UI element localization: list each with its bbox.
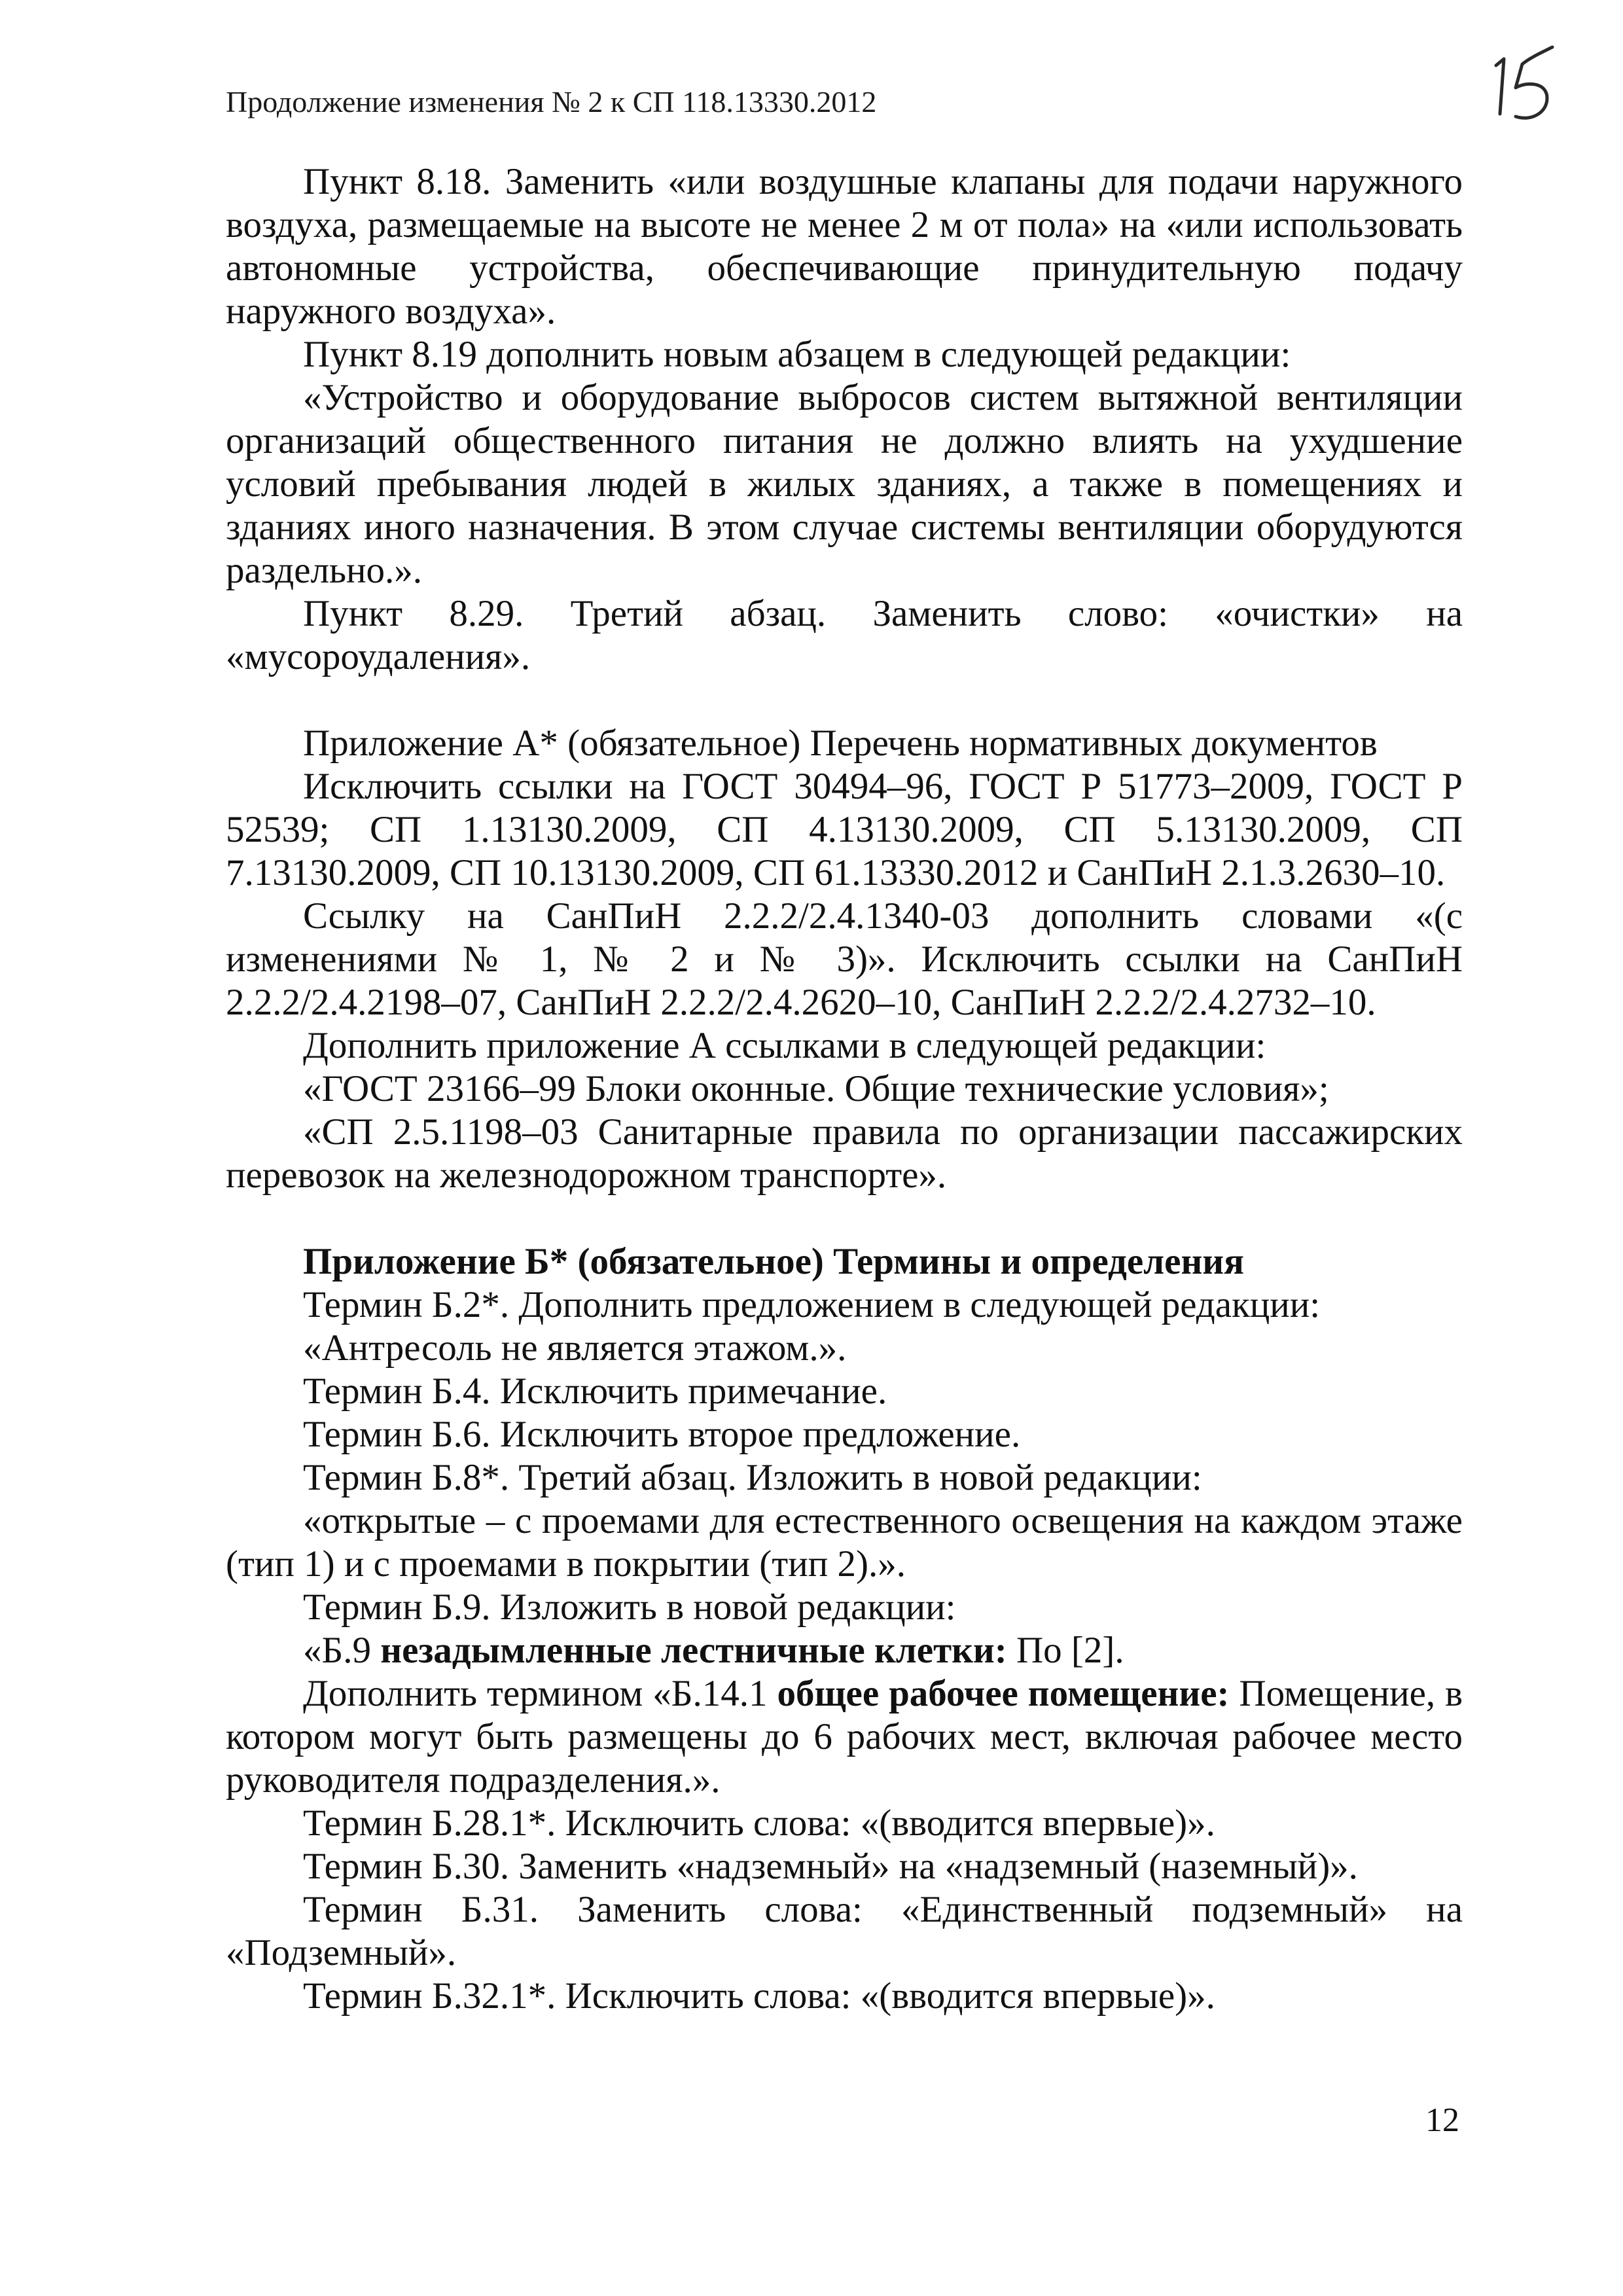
term-b8: Термин Б.8*. Третий абзац. Изложить в новой редакции:	[303, 1457, 1202, 1498]
appendix-a-title: Приложение А* (обязательное) Перечень нормативных документов	[303, 723, 1378, 764]
appendix-a-add: Дополнить приложение А ссылками в следующей редакции:	[303, 1025, 1266, 1066]
paragraph-8-19: Пункт 8.19 дополнить новым абзацем в следующей редакции:	[303, 334, 1291, 375]
term-b9-bold: незадымленные лестничные клетки:	[380, 1630, 1007, 1671]
term-b9: Термин Б.9. Изложить в новой редакции:	[303, 1587, 956, 1628]
term-b14-1-suffix: Помещение, в котором могут быть размещены до 6 рабочих мест, включая рабочее место руководителя подразделения.».	[226, 1673, 1463, 1801]
appendix-a-sp-ref: «СП 2.5.1198–03 Санитарные правила по организации пассажирских перевозок на железнодорожном транспорте».	[226, 1111, 1463, 1196]
page-number: 12	[1425, 2102, 1459, 2139]
term-b6: Термин Б.6. Исключить второе предложение.	[303, 1414, 1021, 1455]
document-body	[226, 160, 1463, 2018]
term-b28-1: Термин Б.28.1*. Исключить слова: «(вводится впервые)».	[303, 1803, 1215, 1844]
term-b14-1-bold: общее рабочее помещение:	[777, 1673, 1230, 1714]
term-b14-1	[226, 1672, 1463, 1802]
term-b2-quote: «Антресоль не является этажом.».	[303, 1327, 847, 1369]
term-b32-1: Термин Б.32.1*. Исключить слова: «(вводится впервые)».	[303, 1975, 1215, 2017]
appendix-b-heading: Приложение Б* (обязательное) Термины и определения	[303, 1241, 1244, 1282]
term-b14-1-prefix: Дополнить термином «Б.14.1	[303, 1673, 777, 1714]
appendix-a-sanpin: Ссылку на СанПиН 2.2.2/2.4.1340-03 дополнить словами «(с изменениями № 1, № 2 и № 3)». Исключить ссылки на СанПиН 2.2.2/2.4.2198–07, СанПиН 2.2.2/2.4.2620–10, СанПиН 2.2.2/2.4.2732–10.	[226, 895, 1463, 1023]
paragraph-8-19-quote: «Устройство и оборудование выбросов систем вытяжной вентиляции организаций общественного питания не должно влиять на ухудшение условий пребывания людей в жилых зданиях, а также в помещениях и зданиях иного назначения. В этом случае системы вентиляции оборудуются раздельно.».	[226, 377, 1463, 591]
term-b4: Термин Б.4. Исключить примечание.	[303, 1371, 887, 1412]
handwritten-page-number	[1484, 41, 1563, 126]
term-b9-suffix: По [2].	[1007, 1630, 1124, 1671]
paragraph-8-29: Пункт 8.29. Третий абзац. Заменить слово: «очистки» на «мусороудаления».	[226, 593, 1463, 677]
term-b31: Термин Б.31. Заменить слова: «Единственный подземный» на «Подземный».	[226, 1889, 1463, 1973]
term-b2: Термин Б.2*. Дополнить предложением в следующей редакции:	[303, 1284, 1321, 1325]
term-b9-prefix: «Б.9	[303, 1630, 381, 1671]
term-b9-quote	[226, 1629, 1463, 1672]
paragraph-8-18: Пункт 8.18. Заменить «или воздушные клапаны для подачи наружного воздуха, размещаемые на высоте не менее 2 м от пола» на «или использовать автономные устройства, обеспечивающие принудительную подачу наружного воздуха».	[226, 161, 1463, 332]
term-b30: Термин Б.30. Заменить «надземный» на «надземный (наземный)».	[303, 1846, 1358, 1887]
section-gap	[226, 679, 1463, 722]
appendix-a-exclusions: Исключить ссылки на ГОСТ 30494–96, ГОСТ Р 51773–2009, ГОСТ Р 52539; СП 1.13130.2009, СП 4.13130.2009, СП 5.13130.2009, СП 7.13130.2009, СП 10.13130.2009, СП 61.13330.2012 и СанПиН 2.1.3.2630–10.	[226, 766, 1463, 893]
running-header: Продолжение изменения № 2 к СП 118.13330.2012	[226, 85, 877, 118]
section-gap	[226, 1197, 1463, 1240]
appendix-a-gost-ref: «ГОСТ 23166–99 Блоки оконные. Общие технические условия»;	[303, 1068, 1329, 1109]
term-b8-quote: «открытые – с проемами для естественного освещения на каждом этаже (тип 1) и с проемами в покрытии (тип 2).».	[226, 1500, 1463, 1585]
